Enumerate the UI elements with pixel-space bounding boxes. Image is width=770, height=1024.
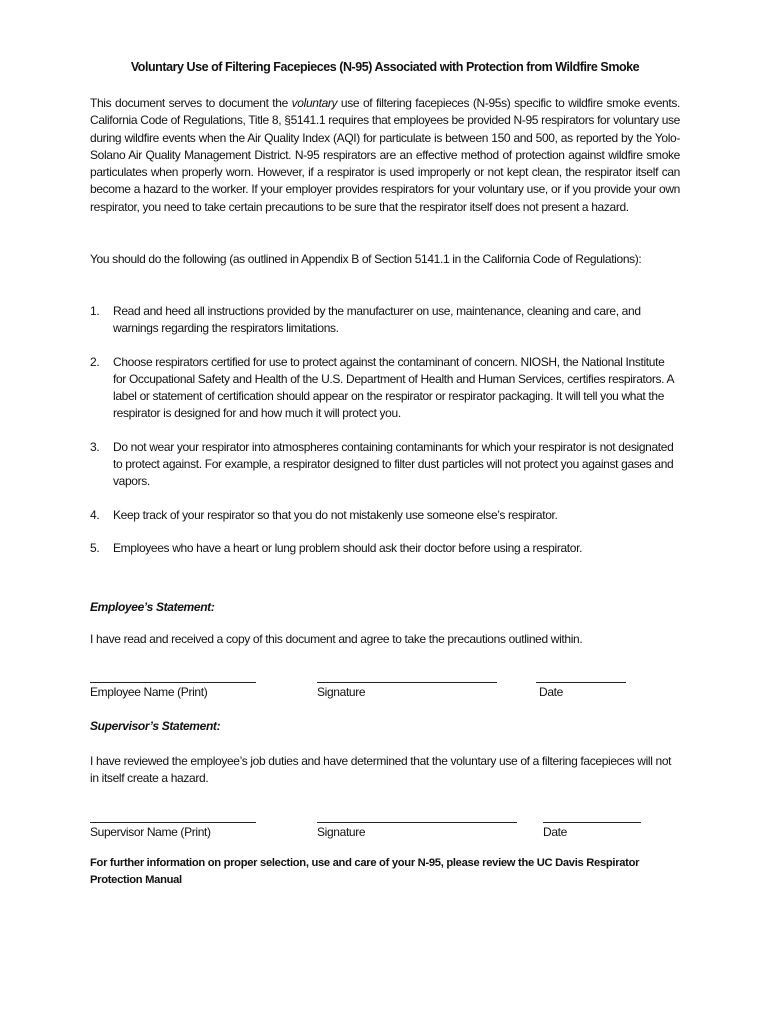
supervisor-statement-heading: Supervisor’s Statement: [90, 719, 221, 733]
supervisor-name-line[interactable] [90, 807, 256, 823]
supervisor-signature-row [0, 807, 770, 847]
intro-text-end: use of filtering facepieces (N-95s) specific to wildfire smoke events. California Code of Regulations, Title 8, §5141.1 requires that employees be provided N-95 respirators for voluntary use during wildfire events when the Air Quality Index (AQI) for particulate is between 150 and 500, as reported by the Yolo-Solano Air Quality Management District. N-95 respirators are an effective method of protection against wildfire smoke particulates when properly worn. However, if a respirator is used improperly or not kept clean, the respirator itself can become a hazard to the worker. If your employer provides respirators for your voluntary use, or if you provide your own respirator, you need to take certain precautions to be sure that the respirator itself does not present a hazard. [90, 96, 680, 214]
instructions-list [90, 303, 680, 573]
list-item [90, 303, 680, 338]
employee-date-field[interactable] [536, 667, 626, 699]
list-item-text: Choose respirators certified for use to protect against the contaminant of concern. NIOSH, the National Institute for Occupational Safety and Health of the U.S. Department of Health and Human Services, certifies respirators. A label or statement of certification should appear on the respirator or respirator packaging. It will tell you what the respirator is designed for and how much it will protect you. [113, 354, 674, 421]
supervisor-date-line[interactable] [543, 807, 641, 823]
list-item-text: Do not wear your respirator into atmospheres containing contaminants for which your respirator is not designated to protect against. For example, a respirator designed to filter dust particles will not protect you against gases and vapors. [113, 439, 674, 489]
supervisor-name-field[interactable] [90, 807, 256, 839]
list-item-text: Read and heed all instructions provided by the manufacturer on use, maintenance, cleaning and care, and warnings regarding the respirators limitations. [113, 304, 641, 336]
list-item-text: Employees who have a heart or lung problem should ask their doctor before using a respirator. [113, 540, 583, 555]
employee-name-line[interactable] [90, 667, 256, 683]
supervisor-signature-field[interactable] [317, 807, 517, 839]
supervisor-signature-label: Signature [317, 825, 366, 839]
employee-statement-text: I have read and received a copy of this document and agree to take the precautions outlined within. [90, 632, 583, 646]
supervisor-signature-line[interactable] [317, 807, 517, 823]
list-item-number: 3. [90, 439, 100, 454]
list-item [90, 507, 680, 524]
list-item-number: 5. [90, 540, 100, 555]
list-item-text: Keep track of your respirator so that you do not mistakenly use someone else’s respirator. [113, 507, 558, 522]
list-item-number: 2. [90, 354, 100, 369]
footer-note: For further information on proper selection, use and care of your N-95, please review the UC Davis Respirator Protection Manual [90, 857, 640, 886]
employee-date-label: Date [539, 685, 563, 699]
list-item [90, 540, 680, 557]
document-title: Voluntary Use of Filtering Facepieces (N-95) Associated with Protection from Wildfire Smoke [130, 60, 640, 74]
employee-date-line[interactable] [536, 667, 626, 683]
employee-signature-field[interactable] [317, 667, 497, 699]
intro-emphasis: voluntary [291, 96, 338, 110]
instructions-lead-in: You should do the following (as outlined in Appendix B of Section 5141.1 in the California Code of Regulations): [90, 252, 642, 266]
supervisor-statement-text: I have reviewed the employee’s job duties and have determined that the voluntary use of a filtering facepieces will not in itself create a hazard. [90, 754, 672, 786]
list-item [90, 439, 680, 491]
employee-statement-heading: Employee’s Statement: [90, 600, 215, 614]
intro-paragraph [90, 95, 680, 216]
employee-signature-label: Signature [317, 685, 366, 699]
employee-name-field[interactable] [90, 667, 256, 699]
list-item-number: 1. [90, 304, 100, 318]
supervisor-date-label: Date [543, 825, 567, 839]
employee-name-label: Employee Name (Print) [90, 685, 208, 699]
list-item-number: 4. [90, 507, 100, 522]
supervisor-name-label: Supervisor Name (Print) [90, 825, 211, 839]
employee-signature-row [0, 667, 770, 707]
supervisor-date-field[interactable] [543, 807, 641, 839]
employee-signature-line[interactable] [317, 667, 497, 683]
intro-text-start: This document serves to document the [90, 96, 292, 110]
list-item [90, 354, 680, 423]
